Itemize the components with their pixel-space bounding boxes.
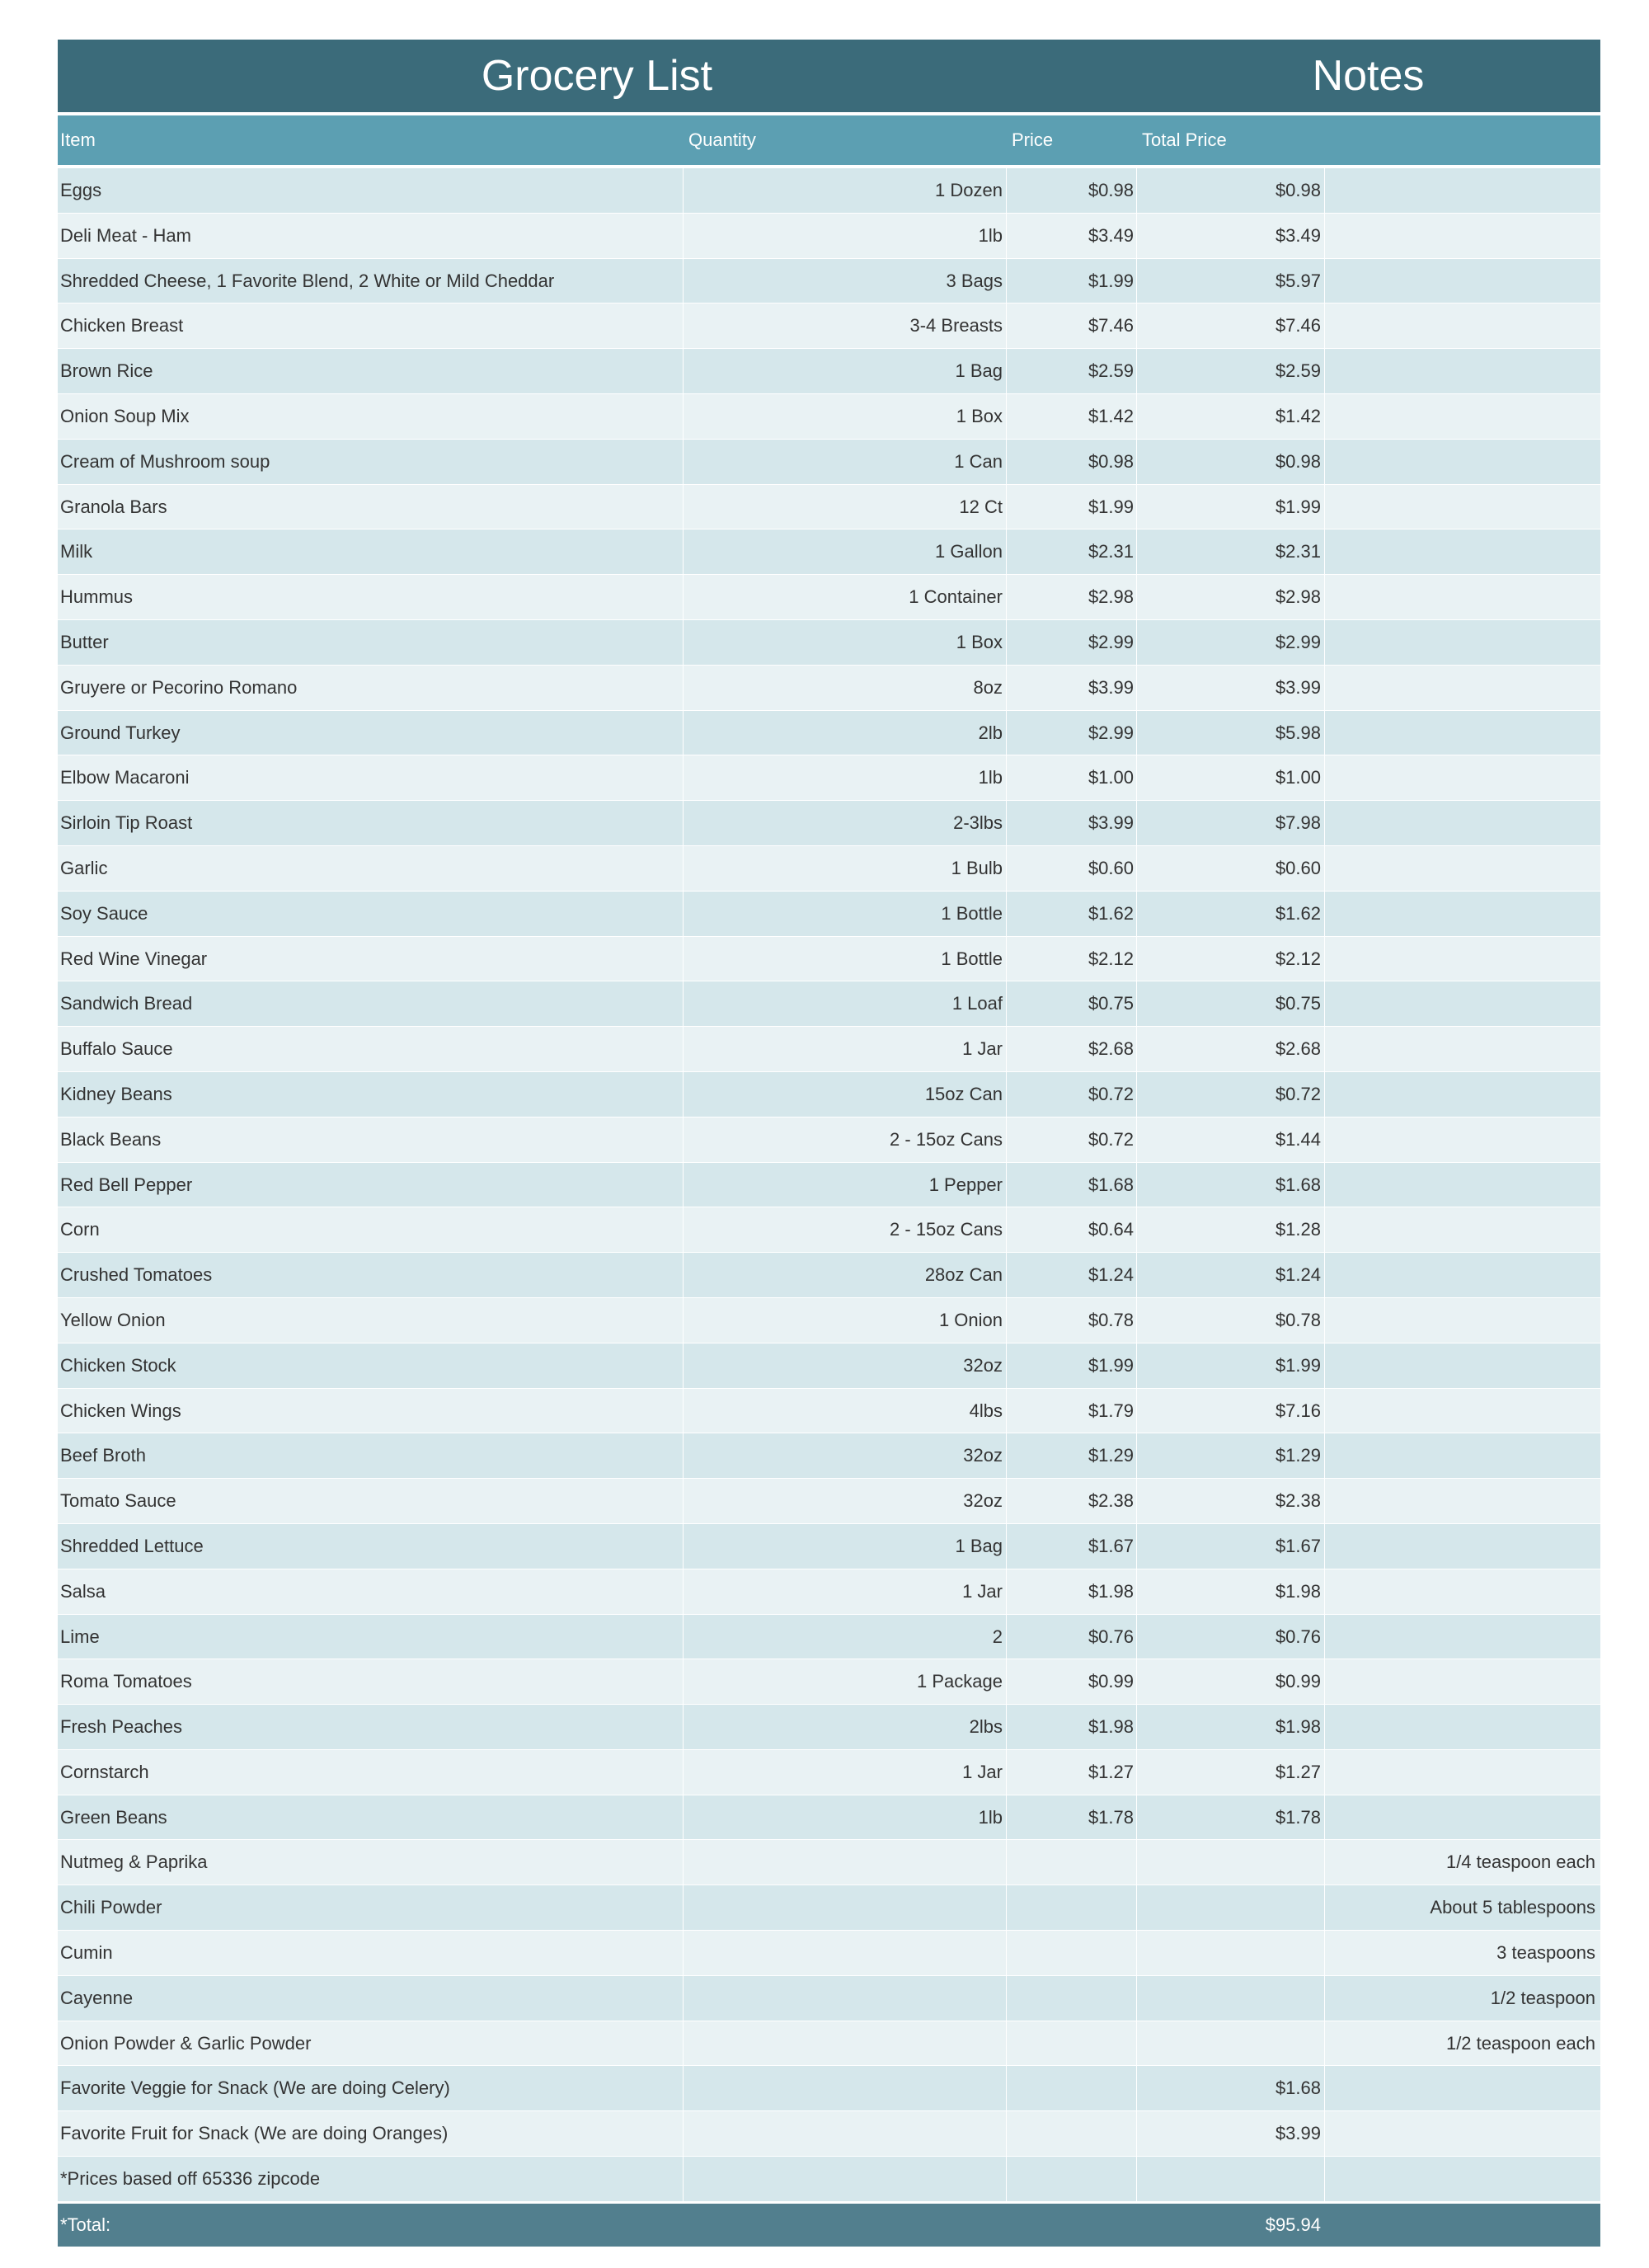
total-price-cell: $1.98 <box>1136 1569 1324 1614</box>
total-price-cell: $7.98 <box>1136 801 1324 845</box>
table-row <box>58 981 1600 1027</box>
total-price-cell: $2.68 <box>1136 1027 1324 1071</box>
table-row <box>58 2157 1600 2202</box>
quantity-cell: 2-3lbs <box>683 801 1006 845</box>
sheet-title: Grocery List <box>481 52 713 100</box>
notes-cell <box>1324 620 1600 665</box>
quantity-cell: 1 Gallon <box>683 529 1006 574</box>
table-row <box>58 1931 1600 1976</box>
item-cell: Chicken Stock <box>60 1354 176 1376</box>
notes-cell <box>1324 1072 1600 1117</box>
total-price-cell: $0.72 <box>1136 1072 1324 1117</box>
item-cell: *Prices based off 65336 zipcode <box>60 2168 321 2190</box>
price-cell: $2.68 <box>1006 1027 1136 1071</box>
table-row <box>58 892 1600 937</box>
quantity-cell: 1 Jar <box>683 1750 1006 1795</box>
quantity-cell: 1lb <box>683 214 1006 258</box>
total-price-cell: $1.28 <box>1136 1207 1324 1252</box>
table-row <box>58 529 1600 575</box>
total-notes-cell <box>1324 2204 1600 2247</box>
item-cell: Gruyere or Pecorino Romano <box>60 676 298 698</box>
column-header-quantity: Quantity <box>688 129 756 150</box>
total-price-cell: $2.98 <box>1136 575 1324 619</box>
quantity-cell: 1 Jar <box>683 1027 1006 1071</box>
table-row <box>58 1433 1600 1479</box>
notes-cell <box>1324 575 1600 619</box>
total-price-cell: $3.99 <box>1136 2111 1324 2156</box>
notes-cell <box>1324 1298 1600 1343</box>
notes-cell <box>1324 937 1600 981</box>
total-price-cell <box>1006 2204 1136 2247</box>
quantity-cell: 1lb <box>683 755 1006 800</box>
notes-cell <box>1324 529 1600 574</box>
total-price-cell: $0.99 <box>1136 1659 1324 1704</box>
total-price-cell: $2.99 <box>1136 620 1324 665</box>
table-row <box>58 1479 1600 1524</box>
notes-cell <box>1324 1659 1600 1704</box>
total-price-cell: $1.99 <box>1136 1343 1324 1388</box>
table-row <box>58 711 1600 756</box>
notes-cell <box>1324 892 1600 936</box>
quantity-cell: 1 Loaf <box>683 981 1006 1026</box>
quantity-cell: 1 Bag <box>683 1524 1006 1569</box>
price-cell <box>1006 2021 1136 2066</box>
total-price-cell: $1.98 <box>1136 1705 1324 1749</box>
table-row <box>58 168 1600 214</box>
item-cell: Sandwich Bread <box>60 993 193 1014</box>
price-cell: $1.98 <box>1006 1705 1136 1749</box>
total-price-cell: $1.00 <box>1136 755 1324 800</box>
notes-cell <box>1324 846 1600 891</box>
price-cell: $1.27 <box>1006 1750 1136 1795</box>
quantity-cell <box>683 2111 1006 2156</box>
quantity-cell <box>683 1931 1006 1975</box>
item-cell: Red Bell Pepper <box>60 1174 193 1195</box>
column-header-price: Price <box>1012 129 1054 150</box>
notes-cell <box>1324 303 1600 348</box>
table-row <box>58 846 1600 892</box>
notes-cell <box>1324 1253 1600 1297</box>
price-cell: $0.72 <box>1006 1072 1136 1117</box>
total-price-cell: $5.98 <box>1136 711 1324 755</box>
total-price-cell <box>1136 2021 1324 2066</box>
table-row <box>58 1885 1600 1931</box>
quantity-cell: 1 Bottle <box>683 937 1006 981</box>
item-cell: Brown Rice <box>60 360 153 382</box>
price-cell: $1.79 <box>1006 1389 1136 1433</box>
item-cell: Soy Sauce <box>60 902 148 924</box>
quantity-cell: 32oz <box>683 1433 1006 1478</box>
total-price-cell: $3.99 <box>1136 666 1324 710</box>
notes-cell <box>1324 1705 1600 1749</box>
total-row <box>58 2204 1600 2247</box>
quantity-cell <box>683 2021 1006 2066</box>
price-cell <box>1006 1840 1136 1885</box>
notes-cell <box>1324 666 1600 710</box>
item-cell: Favorite Veggie for Snack (We are doing Celery) <box>60 2077 450 2099</box>
item-cell: Red Wine Vinegar <box>60 948 208 969</box>
total-price-cell <box>1136 2157 1324 2201</box>
total-price-cell: $0.78 <box>1136 1298 1324 1343</box>
total-price-cell: $2.59 <box>1136 349 1324 393</box>
price-cell: $2.99 <box>1006 620 1136 665</box>
item-cell: Yellow Onion <box>60 1309 166 1330</box>
table-row <box>58 801 1600 846</box>
notes-cell <box>1324 755 1600 800</box>
total-price-cell: $1.24 <box>1136 1253 1324 1297</box>
total-price-cell: $1.68 <box>1136 2066 1324 2110</box>
notes-cell <box>1324 801 1600 845</box>
total-price-cell: $5.97 <box>1136 259 1324 303</box>
quantity-cell: 2 - 15oz Cans <box>683 1207 1006 1252</box>
price-cell: $2.38 <box>1006 1479 1136 1523</box>
price-cell: $1.62 <box>1006 892 1136 936</box>
table-row <box>58 259 1600 304</box>
table-row <box>58 1840 1600 1885</box>
table-row <box>58 1389 1600 1434</box>
notes-cell <box>1324 1750 1600 1795</box>
total-price-cell: $2.12 <box>1136 937 1324 981</box>
table-row <box>58 303 1600 349</box>
notes-cell <box>1324 1433 1600 1478</box>
total-price-cell: $2.38 <box>1136 1479 1324 1523</box>
total-quantity-cell <box>683 2204 1006 2247</box>
item-cell: Cornstarch <box>60 1761 149 1782</box>
table-row <box>58 1163 1600 1208</box>
quantity-cell: 28oz Can <box>683 1253 1006 1297</box>
price-cell: $3.49 <box>1006 214 1136 258</box>
notes-cell <box>1324 2066 1600 2110</box>
column-header-item: Item <box>60 129 96 150</box>
notes-cell <box>1324 394 1600 439</box>
price-cell: $2.12 <box>1006 937 1136 981</box>
notes-cell <box>1324 1343 1600 1388</box>
table-row <box>58 1298 1600 1343</box>
table-row <box>58 575 1600 620</box>
item-cell: Favorite Fruit for Snack (We are doing Oranges) <box>60 2123 449 2144</box>
notes-title: Notes <box>1312 52 1425 100</box>
column-header-row <box>58 115 1600 168</box>
total-price-cell: $1.44 <box>1136 1118 1324 1162</box>
table-row <box>58 1750 1600 1795</box>
quantity-cell: 1 Dozen <box>683 168 1006 213</box>
price-cell: $7.46 <box>1006 303 1136 348</box>
total-price-cell: $1.62 <box>1136 892 1324 936</box>
table-row <box>58 485 1600 530</box>
grocery-rows <box>58 168 1600 2202</box>
quantity-cell: 4lbs <box>683 1389 1006 1433</box>
notes-cell <box>1324 711 1600 755</box>
notes-cell <box>1324 349 1600 393</box>
quantity-cell: 15oz Can <box>683 1072 1006 1117</box>
quantity-cell: 1 Bottle <box>683 892 1006 936</box>
price-cell: $0.72 <box>1006 1118 1136 1162</box>
table-row <box>58 1253 1600 1298</box>
notes-cell <box>1324 1118 1600 1162</box>
total-value: $95.94 <box>1265 2214 1321 2235</box>
item-cell: Fresh Peaches <box>60 1716 182 1738</box>
price-cell <box>1006 2157 1136 2201</box>
price-cell <box>1006 2111 1136 2156</box>
item-cell: Roma Tomatoes <box>60 1671 192 1692</box>
table-row <box>58 1569 1600 1615</box>
quantity-cell <box>683 2066 1006 2110</box>
quantity-cell: 8oz <box>683 666 1006 710</box>
quantity-cell: 2 <box>683 1615 1006 1659</box>
notes-cell: About 5 tablespoons <box>1324 1885 1600 1930</box>
quantity-cell <box>683 2157 1006 2201</box>
price-cell: $0.78 <box>1006 1298 1136 1343</box>
quantity-cell: 2 - 15oz Cans <box>683 1118 1006 1162</box>
item-cell: Black Beans <box>60 1128 162 1150</box>
price-cell: $1.99 <box>1006 1343 1136 1388</box>
item-cell: Cream of Mushroom soup <box>60 450 270 472</box>
table-row <box>58 937 1600 982</box>
price-cell <box>1006 1931 1136 1975</box>
total-price-cell: $1.27 <box>1136 1750 1324 1795</box>
table-row <box>58 1615 1600 1660</box>
notes-cell <box>1324 1479 1600 1523</box>
price-cell: $0.64 <box>1006 1207 1136 1252</box>
quantity-cell: 1 Package <box>683 1659 1006 1704</box>
total-price-cell: $1.42 <box>1136 394 1324 439</box>
price-cell: $1.24 <box>1006 1253 1136 1297</box>
notes-cell <box>1324 168 1600 213</box>
total-price-cell <box>1136 1976 1324 2021</box>
quantity-cell: 1 Container <box>683 575 1006 619</box>
notes-cell <box>1324 1569 1600 1614</box>
table-row <box>58 2111 1600 2157</box>
item-cell: Lime <box>60 1626 100 1647</box>
notes-cell <box>1324 1795 1600 1840</box>
total-price-cell: $1.67 <box>1136 1524 1324 1569</box>
notes-cell <box>1324 1524 1600 1569</box>
price-cell: $0.76 <box>1006 1615 1136 1659</box>
quantity-cell <box>683 1840 1006 1885</box>
notes-cell <box>1324 2157 1600 2201</box>
price-cell: $1.78 <box>1006 1795 1136 1840</box>
grocery-sheet <box>58 40 1600 2247</box>
quantity-cell: 1 Jar <box>683 1569 1006 1614</box>
quantity-cell: 1 Bulb <box>683 846 1006 891</box>
quantity-cell: 1 Box <box>683 620 1006 665</box>
price-cell: $3.99 <box>1006 801 1136 845</box>
item-cell: Elbow Macaroni <box>60 767 190 788</box>
item-cell: Salsa <box>60 1580 106 1602</box>
quantity-cell: 3 Bags <box>683 259 1006 303</box>
item-cell: Deli Meat - Ham <box>60 224 191 246</box>
notes-cell <box>1324 1163 1600 1207</box>
quantity-cell: 1 Box <box>683 394 1006 439</box>
total-price-cell <box>1136 1840 1324 1885</box>
price-cell: $0.60 <box>1006 846 1136 891</box>
quantity-cell: 2lb <box>683 711 1006 755</box>
total-price-cell: $0.98 <box>1136 440 1324 484</box>
table-row <box>58 214 1600 259</box>
price-cell: $1.42 <box>1006 394 1136 439</box>
price-cell: $0.98 <box>1006 440 1136 484</box>
price-cell: $1.98 <box>1006 1569 1136 1614</box>
quantity-cell: 1lb <box>683 1795 1006 1840</box>
item-cell: Buffalo Sauce <box>60 1038 173 1060</box>
table-row <box>58 1524 1600 1569</box>
item-cell: Onion Powder & Garlic Powder <box>60 2032 312 2054</box>
item-cell: Tomato Sauce <box>60 1490 176 1512</box>
item-cell: Eggs <box>60 180 102 200</box>
quantity-cell: 32oz <box>683 1479 1006 1523</box>
notes-cell: 1/2 teaspoon each <box>1324 2021 1600 2066</box>
table-row <box>58 1343 1600 1389</box>
table-row <box>58 2066 1600 2111</box>
price-cell: $1.67 <box>1006 1524 1136 1569</box>
quantity-cell: 1 Onion <box>683 1298 1006 1343</box>
table-row <box>58 1072 1600 1118</box>
item-cell: Shredded Lettuce <box>60 1535 204 1556</box>
item-cell: Granola Bars <box>60 496 167 517</box>
quantity-cell <box>683 1976 1006 2021</box>
column-header-notes <box>1327 115 1600 165</box>
price-cell: $1.29 <box>1006 1433 1136 1478</box>
total-price-cell: $1.29 <box>1136 1433 1324 1478</box>
table-row <box>58 755 1600 801</box>
notes-cell <box>1324 1207 1600 1252</box>
quantity-cell: 2lbs <box>683 1705 1006 1749</box>
item-cell: Sirloin Tip Roast <box>60 812 193 834</box>
price-cell: $1.00 <box>1006 755 1136 800</box>
item-cell: Beef Broth <box>60 1445 146 1466</box>
price-cell: $1.99 <box>1006 259 1136 303</box>
table-row <box>58 1705 1600 1750</box>
item-cell: Chicken Breast <box>60 315 184 336</box>
price-cell: $2.59 <box>1006 349 1136 393</box>
price-cell <box>1006 2066 1136 2110</box>
table-row <box>58 349 1600 394</box>
notes-cell <box>1324 1027 1600 1071</box>
quantity-cell: 32oz <box>683 1343 1006 1388</box>
price-cell <box>1006 1976 1136 2021</box>
item-cell: Green Beans <box>60 1806 167 1828</box>
item-cell: Cayenne <box>60 1987 134 2008</box>
notes-cell <box>1324 2111 1600 2156</box>
total-price-cell: $0.98 <box>1136 168 1324 213</box>
table-row <box>58 2021 1600 2067</box>
total-price-cell: $0.75 <box>1136 981 1324 1026</box>
column-header-total-price: Total Price <box>1142 129 1227 150</box>
price-cell: $0.99 <box>1006 1659 1136 1704</box>
total-price-cell: $2.31 <box>1136 529 1324 574</box>
notes-cell <box>1324 1389 1600 1433</box>
notes-cell <box>1324 440 1600 484</box>
price-cell: $0.75 <box>1006 981 1136 1026</box>
price-cell: $2.31 <box>1006 529 1136 574</box>
item-cell: Kidney Beans <box>60 1083 172 1104</box>
table-row <box>58 620 1600 666</box>
quantity-cell: 12 Ct <box>683 485 1006 529</box>
notes-cell: 1/2 teaspoon <box>1324 1976 1600 2021</box>
price-cell: $2.99 <box>1006 711 1136 755</box>
item-cell: Hummus <box>60 586 134 608</box>
item-cell: Corn <box>60 1219 100 1240</box>
item-cell: Butter <box>60 631 109 652</box>
table-row <box>58 1976 1600 2021</box>
total-price-cell: $3.49 <box>1136 214 1324 258</box>
total-price-cell: $1.99 <box>1136 485 1324 529</box>
quantity-cell: 1 Bag <box>683 349 1006 393</box>
item-cell: Chili Powder <box>60 1897 162 1918</box>
table-row <box>58 394 1600 440</box>
price-cell <box>1006 1885 1136 1930</box>
total-price-cell: $0.76 <box>1136 1615 1324 1659</box>
quantity-cell: 1 Pepper <box>683 1163 1006 1207</box>
price-cell: $2.98 <box>1006 575 1136 619</box>
notes-cell <box>1324 485 1600 529</box>
quantity-cell <box>683 1885 1006 1930</box>
total-price-cell: $1.78 <box>1136 1795 1324 1840</box>
notes-cell: 1/4 teaspoon each <box>1324 1840 1600 1885</box>
total-label: *Total: <box>60 2214 111 2235</box>
price-cell: $1.99 <box>1006 485 1136 529</box>
price-cell: $0.98 <box>1006 168 1136 213</box>
notes-cell <box>1324 981 1600 1026</box>
price-cell: $3.99 <box>1006 666 1136 710</box>
item-cell: Shredded Cheese, 1 Favorite Blend, 2 White or Mild Cheddar <box>60 270 555 291</box>
quantity-cell: 3-4 Breasts <box>683 303 1006 348</box>
notes-cell <box>1324 214 1600 258</box>
table-row <box>58 1659 1600 1705</box>
total-price-cell: $0.60 <box>1136 846 1324 891</box>
table-row <box>58 1027 1600 1072</box>
item-cell: Ground Turkey <box>60 722 181 743</box>
table-row <box>58 1207 1600 1253</box>
notes-cell <box>1324 259 1600 303</box>
item-cell: Milk <box>60 541 93 562</box>
price-cell: $1.68 <box>1006 1163 1136 1207</box>
item-cell: Garlic <box>60 857 108 878</box>
item-cell: Crushed Tomatoes <box>60 1264 213 1286</box>
table-row <box>58 1118 1600 1163</box>
total-price-cell <box>1136 1885 1324 1930</box>
item-cell: Nutmeg & Paprika <box>60 1852 208 1873</box>
total-price-cell: $1.68 <box>1136 1163 1324 1207</box>
item-cell: Cumin <box>60 1942 113 1964</box>
title-bar <box>58 40 1600 115</box>
notes-cell <box>1324 1615 1600 1659</box>
table-row <box>58 440 1600 485</box>
total-price-cell <box>1136 1931 1324 1975</box>
item-cell: Chicken Wings <box>60 1400 181 1421</box>
total-price-cell: $7.46 <box>1136 303 1324 348</box>
table-row <box>58 1795 1600 1841</box>
item-cell: Onion Soup Mix <box>60 405 190 426</box>
total-price-cell: $7.16 <box>1136 1389 1324 1433</box>
notes-cell: 3 teaspoons <box>1324 1931 1600 1975</box>
quantity-cell: 1 Can <box>683 440 1006 484</box>
table-row <box>58 666 1600 711</box>
